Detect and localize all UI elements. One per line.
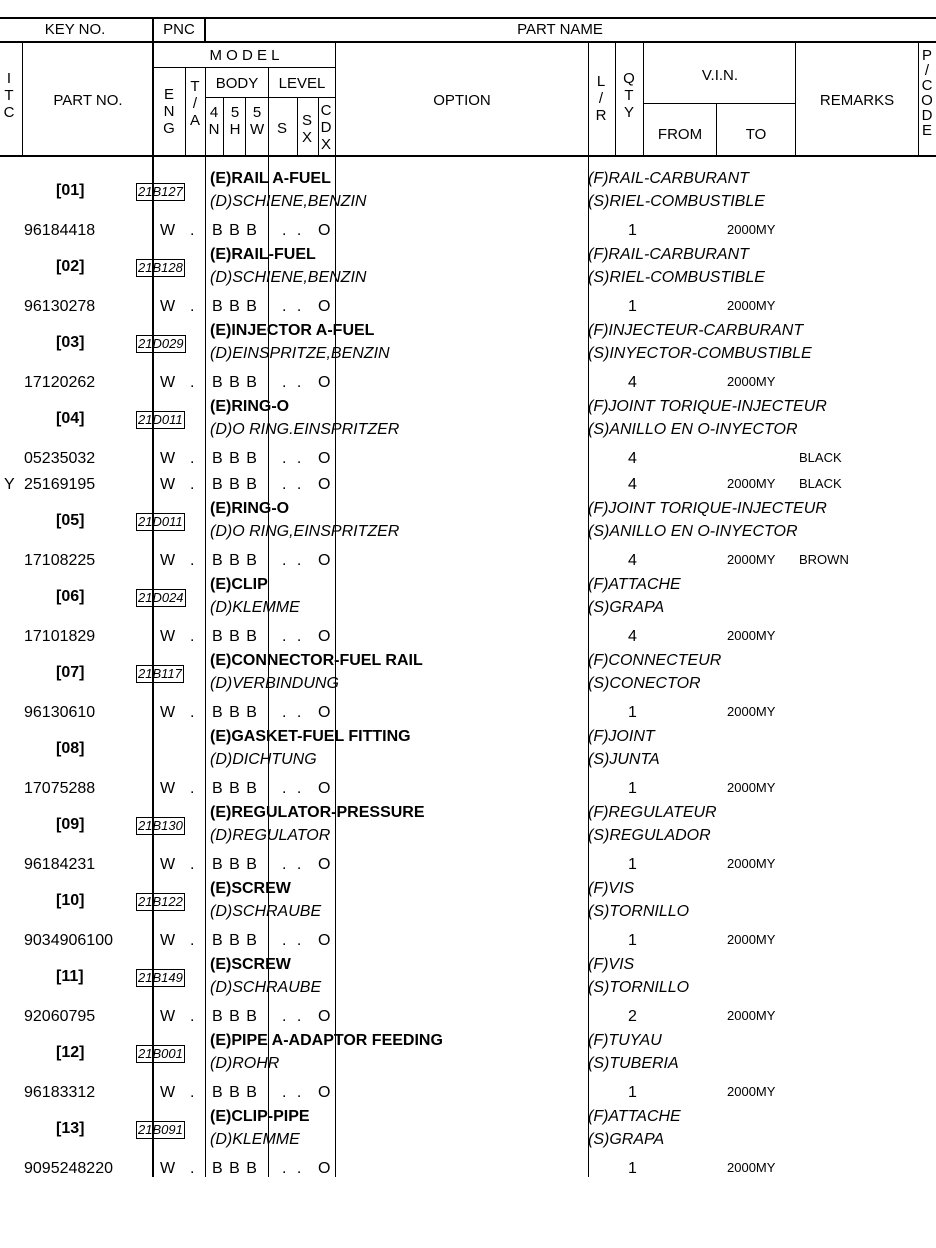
option-french: (F)JOINT <box>588 728 655 745</box>
vin-to: 2000MY <box>727 856 776 871</box>
quantity: 1 <box>628 704 637 721</box>
option-english: (E)SCREW <box>210 880 291 897</box>
eng-code: W <box>160 1008 176 1025</box>
level-codes: . . <box>282 780 305 797</box>
ta-code: . <box>190 222 195 239</box>
key-no: [07] <box>56 664 85 681</box>
option-german: (D)SCHRAUBE <box>210 979 322 996</box>
eng-code: W <box>160 298 176 315</box>
vin-to: 2000MY <box>727 1160 776 1175</box>
model-header: M O D E L <box>209 47 280 64</box>
quantity: 1 <box>628 222 637 239</box>
ta-code: . <box>190 780 195 797</box>
itc-header: I T C <box>3 70 15 121</box>
eng-code: W <box>160 450 176 467</box>
eng-code: W <box>160 932 176 949</box>
eng-code: W <box>160 1084 176 1101</box>
qty-header: Q T Y <box>623 70 635 121</box>
eng-code: W <box>160 552 176 569</box>
body-header: BODY <box>215 75 259 92</box>
ta-code: . <box>190 552 195 569</box>
remarks: BLACK <box>799 450 842 465</box>
col-rule-5h <box>245 97 246 155</box>
vin-to: 2000MY <box>727 476 776 491</box>
option-french: (F)JOINT TORIQUE-INJECTEUR <box>588 500 827 517</box>
vin-to: 2000MY <box>727 222 776 237</box>
eng-code: W <box>160 1160 176 1177</box>
quantity: 4 <box>628 476 637 493</box>
col-rule-option-left <box>335 43 336 1177</box>
header-top-rule <box>0 17 936 19</box>
option-english: (E)RAIL-FUEL <box>210 246 316 263</box>
option-french: (F)TUYAU <box>588 1032 662 1049</box>
eng-code: W <box>160 628 176 645</box>
col-rule-body-right <box>268 67 269 1177</box>
vin-to: 2000MY <box>727 1008 776 1023</box>
ta-code: . <box>190 450 195 467</box>
vin-header: V.I.N. <box>701 67 739 84</box>
option-spanish: (S)GRAPA <box>588 1131 665 1148</box>
quantity: 4 <box>628 628 637 645</box>
option-french: (F)ATTACHE <box>588 576 681 593</box>
part-number: 17120262 <box>24 374 96 391</box>
pnc-box: 21B149 <box>138 970 183 985</box>
part-number: 17108225 <box>24 552 96 569</box>
pnc-box: 21B122 <box>138 894 183 909</box>
level-codes: . . <box>282 1008 305 1025</box>
pnc-box: 21D024 <box>138 590 184 605</box>
pnc-box: 21B127 <box>138 184 183 199</box>
option-spanish: (S)TUBERIA <box>588 1055 679 1072</box>
option-german: (D)DICHTUNG <box>210 751 317 768</box>
level-codes: . . <box>282 298 305 315</box>
vin-to: 2000MY <box>727 374 776 389</box>
part-number: 96183312 <box>24 1084 96 1101</box>
option-french: (F)INJECTEUR-CARBURANT <box>588 322 804 339</box>
pnc-box: 21D011 <box>138 412 183 427</box>
ta-code: . <box>190 628 195 645</box>
body-level-underline <box>205 97 335 98</box>
key-no: [04] <box>56 410 85 427</box>
level-header: LEVEL <box>278 75 326 92</box>
part-number: 25169195 <box>24 476 96 493</box>
option-german: (D)SCHIENE,BENZIN <box>210 269 367 286</box>
level-codes: . . <box>282 856 305 873</box>
level-codes: . . <box>282 222 305 239</box>
eng-code: W <box>160 856 176 873</box>
body-codes: B B B <box>212 374 258 391</box>
ta-code: . <box>190 374 195 391</box>
vin-underline <box>643 103 795 104</box>
option-spanish: (S)INYECTOR-COMBUSTIBLE <box>588 345 812 362</box>
option-german: (D)VERBINDUNG <box>210 675 339 692</box>
body-5h-header: 5 H <box>229 104 241 138</box>
option-french: (F)RAIL-CARBURANT <box>588 246 749 263</box>
option-spanish: (S)RIEL-COMBUSTIBLE <box>588 269 765 286</box>
key-no: [05] <box>56 512 85 529</box>
quantity: 1 <box>628 1160 637 1177</box>
option-english: (E)CLIP <box>210 576 268 593</box>
pnc-box: 21B130 <box>138 818 183 833</box>
cdx-code: O <box>318 704 331 721</box>
body-codes: B B B <box>212 1084 258 1101</box>
option-english: (E)RAIL A-FUEL <box>210 170 331 187</box>
pnc-box: 21B117 <box>138 666 182 681</box>
part-number: 96130610 <box>24 704 96 721</box>
level-codes: . . <box>282 450 305 467</box>
level-codes: . . <box>282 1084 305 1101</box>
key-no: [12] <box>56 1044 85 1061</box>
level-codes: . . <box>282 628 305 645</box>
key-no: [02] <box>56 258 85 275</box>
part-number: 05235032 <box>24 450 96 467</box>
col-rule-itc <box>22 43 23 155</box>
quantity: 4 <box>628 552 637 569</box>
vin-to: 2000MY <box>727 780 776 795</box>
option-english: (E)CONNECTOR-FUEL RAIL <box>210 652 423 669</box>
part-number: 96130278 <box>24 298 96 315</box>
header-bottom-rule <box>0 155 936 157</box>
quantity: 1 <box>628 856 637 873</box>
cdx-code: O <box>318 298 331 315</box>
option-german: (D)SCHIENE,BENZIN <box>210 193 367 210</box>
eng-code: W <box>160 704 176 721</box>
cdx-code: O <box>318 780 331 797</box>
option-spanish: (S)GRAPA <box>588 599 665 616</box>
option-german: (D)KLEMME <box>210 599 300 616</box>
key-no: [03] <box>56 334 85 351</box>
ta-code: . <box>190 856 195 873</box>
col-rule-qty <box>615 43 616 155</box>
quantity: 1 <box>628 932 637 949</box>
part-number: 92060795 <box>24 1008 96 1025</box>
cdx-code: O <box>318 1084 331 1101</box>
vin-to: 2000MY <box>727 628 776 643</box>
body-codes: B B B <box>212 704 258 721</box>
eng-code: W <box>160 374 176 391</box>
part-number: 17075288 <box>24 780 96 797</box>
option-spanish: (S)REGULADOR <box>588 827 711 844</box>
ta-header: T / A <box>189 78 200 129</box>
key-no: [09] <box>56 816 85 833</box>
option-german: (D)SCHRAUBE <box>210 903 322 920</box>
pnc-box: 21D011 <box>138 514 183 529</box>
option-header: OPTION <box>433 92 491 109</box>
eng-code: W <box>160 222 176 239</box>
col-rule-eng <box>185 67 186 155</box>
pnc-box: 21B001 <box>138 1046 183 1061</box>
cdx-code: O <box>318 450 331 467</box>
ta-code: . <box>190 704 195 721</box>
remarks-header: REMARKS <box>819 92 895 109</box>
key-no: [06] <box>56 588 85 605</box>
body-codes: B B B <box>212 856 258 873</box>
eng-code: W <box>160 780 176 797</box>
ta-code: . <box>190 1160 195 1177</box>
eng-code: W <box>160 476 176 493</box>
part-no-header: PART NO. <box>53 92 123 109</box>
ta-code: . <box>190 1084 195 1101</box>
option-spanish: (S)ANILLO EN O-INYECTOR <box>588 523 798 540</box>
option-french: (F)VIS <box>588 956 635 973</box>
part-number: 9034906100 <box>24 932 113 949</box>
cdx-code: O <box>318 222 331 239</box>
option-french: (F)RAIL-CARBURANT <box>588 170 749 187</box>
col-rule-ta <box>205 67 206 1177</box>
option-french: (F)ATTACHE <box>588 1108 681 1125</box>
part-number: 96184231 <box>24 856 96 873</box>
key-no-header: KEY NO. <box>44 21 106 38</box>
vin-to: 2000MY <box>727 552 776 567</box>
key-no: [13] <box>56 1120 85 1137</box>
level-codes: . . <box>282 552 305 569</box>
quantity: 4 <box>628 450 637 467</box>
cdx-code: O <box>318 374 331 391</box>
lr-header: L / R <box>595 73 607 124</box>
key-no: [01] <box>56 182 85 199</box>
vin-to: 2000MY <box>727 1084 776 1099</box>
option-spanish: (S)JUNTA <box>588 751 660 768</box>
remarks: BROWN <box>799 552 849 567</box>
option-french: (F)CONNECTEUR <box>588 652 722 669</box>
ta-code: . <box>190 476 195 493</box>
cdx-code: O <box>318 1008 331 1025</box>
pnc-header: PNC <box>163 21 195 38</box>
body-codes: B B B <box>212 222 258 239</box>
col-rule-pcode <box>918 43 919 155</box>
cdx-code: O <box>318 932 331 949</box>
pnc-box: 21D029 <box>138 336 184 351</box>
option-french: (F)JOINT TORIQUE-INJECTEUR <box>588 398 827 415</box>
option-german: (D)REGULATOR <box>210 827 331 844</box>
vin-to-header: TO <box>745 126 767 143</box>
eng-header: E N G <box>163 86 175 137</box>
col-rule-pnc-right <box>204 17 206 43</box>
remarks: BLACK <box>799 476 842 491</box>
cdx-code: O <box>318 476 331 493</box>
quantity: 1 <box>628 1084 637 1101</box>
pnc-box: 21B091 <box>138 1122 183 1137</box>
body-codes: B B B <box>212 628 258 645</box>
option-german: (D)ROHR <box>210 1055 280 1072</box>
option-spanish: (S)RIEL-COMBUSTIBLE <box>588 193 765 210</box>
option-french: (F)VIS <box>588 880 635 897</box>
option-german: (D)EINSPRITZE,BENZIN <box>210 345 390 362</box>
itc-code: Y <box>4 476 15 493</box>
body-codes: B B B <box>212 298 258 315</box>
level-codes: . . <box>282 476 305 493</box>
cdx-code: O <box>318 1160 331 1177</box>
part-number: 9095248220 <box>24 1160 113 1177</box>
ta-code: . <box>190 1008 195 1025</box>
option-german: (D)KLEMME <box>210 1131 300 1148</box>
level-s-header: S <box>276 120 287 137</box>
option-english: (E)GASKET-FUEL FITTING <box>210 728 411 745</box>
option-english: (E)INJECTOR A-FUEL <box>210 322 375 339</box>
vin-to: 2000MY <box>727 932 776 947</box>
level-codes: . . <box>282 932 305 949</box>
model-underline <box>152 67 335 68</box>
option-spanish: (S)CONECTOR <box>588 675 701 692</box>
level-sx-header: S X <box>301 112 312 146</box>
col-rule-4n <box>223 97 224 155</box>
option-french: (F)REGULATEUR <box>588 804 717 821</box>
option-english: (E)REGULATOR-PRESSURE <box>210 804 425 821</box>
body-codes: B B B <box>212 1008 258 1025</box>
option-spanish: (S)TORNILLO <box>588 979 690 996</box>
quantity: 4 <box>628 374 637 391</box>
body-codes: B B B <box>212 1160 258 1177</box>
pcode-header: P / C O D E <box>921 47 933 139</box>
ta-code: . <box>190 298 195 315</box>
level-codes: . . <box>282 1160 305 1177</box>
option-english: (E)SCREW <box>210 956 291 973</box>
key-no: [10] <box>56 892 85 909</box>
col-rule-s <box>297 97 298 155</box>
level-cdx-header: C D X <box>320 102 332 153</box>
option-english: (E)RING-O <box>210 398 290 415</box>
vin-to: 2000MY <box>727 298 776 313</box>
option-german: (D)O RING.EINSPRITZER <box>210 421 400 438</box>
option-spanish: (S)ANILLO EN O-INYECTOR <box>588 421 798 438</box>
option-german: (D)O RING,EINSPRITZER <box>210 523 400 540</box>
quantity: 1 <box>628 298 637 315</box>
ta-code: . <box>190 932 195 949</box>
body-codes: B B B <box>212 932 258 949</box>
body-5w-header: 5 W <box>250 104 265 138</box>
body-codes: B B B <box>212 476 258 493</box>
cdx-code: O <box>318 552 331 569</box>
part-number: 17101829 <box>24 628 96 645</box>
key-no: [08] <box>56 740 85 757</box>
level-codes: . . <box>282 374 305 391</box>
part-number: 96184418 <box>24 222 96 239</box>
key-no: [11] <box>56 968 84 985</box>
vin-from-header: FROM <box>657 126 703 143</box>
cdx-code: O <box>318 856 331 873</box>
part-name-header: PART NAME <box>517 21 603 38</box>
vin-to: 2000MY <box>727 704 776 719</box>
body-codes: B B B <box>212 780 258 797</box>
body-codes: B B B <box>212 552 258 569</box>
level-codes: . . <box>282 704 305 721</box>
quantity: 1 <box>628 780 637 797</box>
option-spanish: (S)TORNILLO <box>588 903 690 920</box>
body-4n-header: 4 N <box>208 104 220 138</box>
quantity: 2 <box>628 1008 637 1025</box>
option-english: (E)CLIP-PIPE <box>210 1108 310 1125</box>
pnc-box: 21B128 <box>138 260 183 275</box>
option-english: (E)RING-O <box>210 500 290 517</box>
option-english: (E)PIPE A-ADAPTOR FEEDING <box>210 1032 443 1049</box>
body-codes: B B B <box>212 450 258 467</box>
cdx-code: O <box>318 628 331 645</box>
